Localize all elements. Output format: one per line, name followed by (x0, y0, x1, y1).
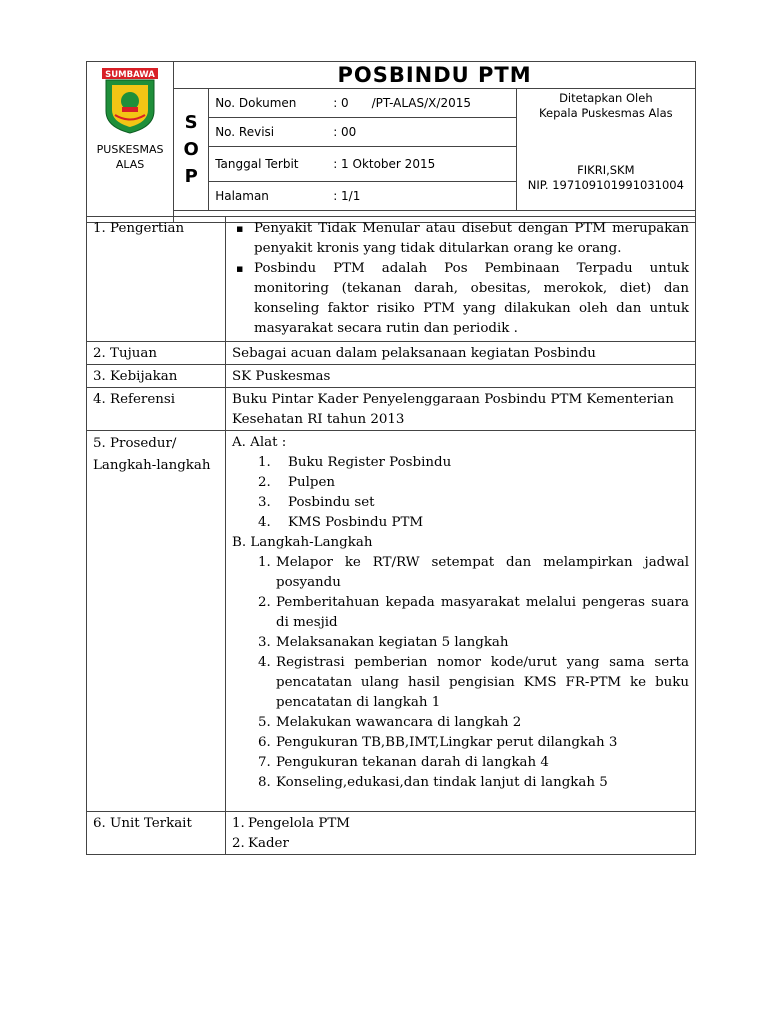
item-number: 3. (258, 635, 271, 650)
document-title: POSBINDU PTM (174, 62, 696, 89)
label-tujuan: 2. Tujuan (87, 342, 226, 365)
item-number: 4. (258, 515, 271, 530)
alat-list (232, 453, 689, 533)
row-prosedur (87, 431, 696, 812)
approval-cell (516, 89, 695, 211)
content-referensi: Buku Pintar Kader Penyelenggaraan Posbindu PTM Kementerian Kesehatan RI tahun 2013 (226, 388, 696, 431)
label-pengertian: 1. Pengertian (87, 217, 226, 342)
signer-name: FIKRI,SKM (577, 163, 635, 177)
meta-label: No. Dokumen (215, 96, 297, 110)
row-referensi (87, 388, 696, 431)
item-text: Pengukuran TB,BB,IMT,Lingkar perut dilangkah 3 (276, 735, 618, 750)
item-number: 6. (258, 735, 271, 750)
list-item (232, 773, 689, 793)
row-pengertian (87, 217, 696, 342)
item-number: 7. (258, 755, 271, 770)
item-number: 5. (258, 715, 271, 730)
meta-label: Halaman (215, 189, 269, 203)
sop-content-table (86, 216, 696, 855)
list-item (232, 553, 689, 593)
sumbawa-logo (100, 67, 160, 135)
sop-letter-o: O (183, 139, 199, 160)
item-number: 2. (232, 836, 245, 851)
meta-tanggal-terbit (209, 147, 517, 182)
item-text: Melapor ke RT/RW setempat dan melampirkan jadwal posyandu (276, 555, 689, 590)
sop-header (86, 61, 696, 223)
meta-no-revisi (209, 118, 517, 147)
item-number: 8. (258, 775, 271, 790)
list-item (232, 753, 689, 773)
item-text: Registrasi pemberian nomor kode/urut yang sama serta pencatatan ulang hasil pengisian KMS FR-PTM ke buku pencatatan di langkah 1 (276, 655, 689, 710)
meta-value: : 00 (333, 125, 357, 139)
sop-letter-s: S (184, 112, 198, 133)
list-item (232, 513, 689, 533)
logo-cell (87, 62, 174, 223)
list-item (232, 733, 689, 753)
item-number: 1. (258, 555, 271, 570)
content-tujuan: Sebagai acuan dalam pelaksanaan kegiatan Posbindu (226, 342, 696, 365)
list-item: ▪ Posbindu PTM adalah Pos Pembinaan Terpadu untuk monitoring (tekanan darah, obesitas, merokok, diet) dan konseling faktor risiko PTM yang dilakukan oleh dan untuk masyarakat secara rutin dan periodik . (232, 259, 689, 339)
meta-label: No. Revisi (215, 125, 275, 139)
item-number: 2. (258, 595, 271, 610)
item-text: Buku Register Posbindu (288, 455, 452, 470)
alat-title: A. Alat : (232, 435, 287, 450)
list-item (232, 834, 689, 854)
content-prosedur (226, 431, 696, 812)
list-item (232, 633, 689, 653)
list-item (232, 593, 689, 633)
sop-label (174, 89, 209, 211)
item-text: Pulpen (288, 475, 336, 490)
label-kebijakan: 3. Kebijakan (87, 365, 226, 388)
item-text: Pengukuran tekanan darah di langkah 4 (276, 755, 549, 770)
list-item (232, 814, 689, 834)
content-kebijakan: SK Puskesmas (226, 365, 696, 388)
label-prosedur: 5. Prosedur/ Langkah-langkah (87, 431, 226, 812)
label-unit-terkait: 6. Unit Terkait (87, 812, 226, 855)
item-text: Melaksanakan kegiatan 5 langkah (276, 635, 509, 650)
item-text: Kader (248, 836, 289, 851)
item-text: KMS Posbindu PTM (288, 515, 424, 530)
signer-nip: NIP. 197109101991031004 (527, 178, 684, 192)
list-item (232, 473, 689, 493)
row-unit-terkait (87, 812, 696, 855)
sop-letter-p: P (184, 166, 198, 187)
content-unit-terkait (226, 812, 696, 855)
item-text: Konseling,edukasi,dan tindak lanjut di langkah 5 (276, 775, 608, 790)
approval-line1: Ditetapkan Oleh (559, 91, 653, 105)
institution-name: PUSKESMAS ALAS (96, 143, 164, 171)
item-number: 3. (258, 495, 271, 510)
list-item (232, 493, 689, 513)
meta-value: : 0 /PT-ALAS/X/2015 (333, 96, 471, 110)
list-item (232, 453, 689, 473)
list-item: ▪ Penyakit Tidak Menular atau disebut dengan PTM merupakan penyakit kronis yang tidak ditularkan orang ke orang. (232, 219, 689, 259)
label-referensi: 4. Referensi (87, 388, 226, 431)
meta-label: Tanggal Terbit (215, 157, 299, 171)
item-number: 4. (258, 655, 271, 670)
meta-value: : 1 Oktober 2015 (333, 157, 436, 171)
item-number: 1. (232, 816, 245, 831)
approval-line2: Kepala Puskesmas Alas (539, 106, 673, 120)
item-text: Pemberitahuan kepada masyarakat melalui pengeras suara di mesjid (276, 595, 689, 630)
content-pengertian (226, 217, 696, 342)
unit-list (232, 814, 689, 854)
item-number: 1. (258, 455, 271, 470)
langkah-title: B. Langkah-Langkah (232, 535, 373, 550)
list-item (232, 713, 689, 733)
meta-value: : 1/1 (333, 189, 361, 203)
list-item (232, 653, 689, 713)
item-text: Pengelola PTM (248, 816, 350, 831)
row-kebijakan (87, 365, 696, 388)
item-text: Melakukan wawancara di langkah 2 (276, 715, 522, 730)
langkah-list (232, 553, 689, 793)
logo-banner-text: SUMBAWA (105, 70, 155, 80)
row-tujuan (87, 342, 696, 365)
meta-no-dokumen (209, 89, 517, 118)
item-number: 2. (258, 475, 271, 490)
item-text: Posbindu set (288, 495, 375, 510)
meta-halaman (209, 182, 517, 211)
